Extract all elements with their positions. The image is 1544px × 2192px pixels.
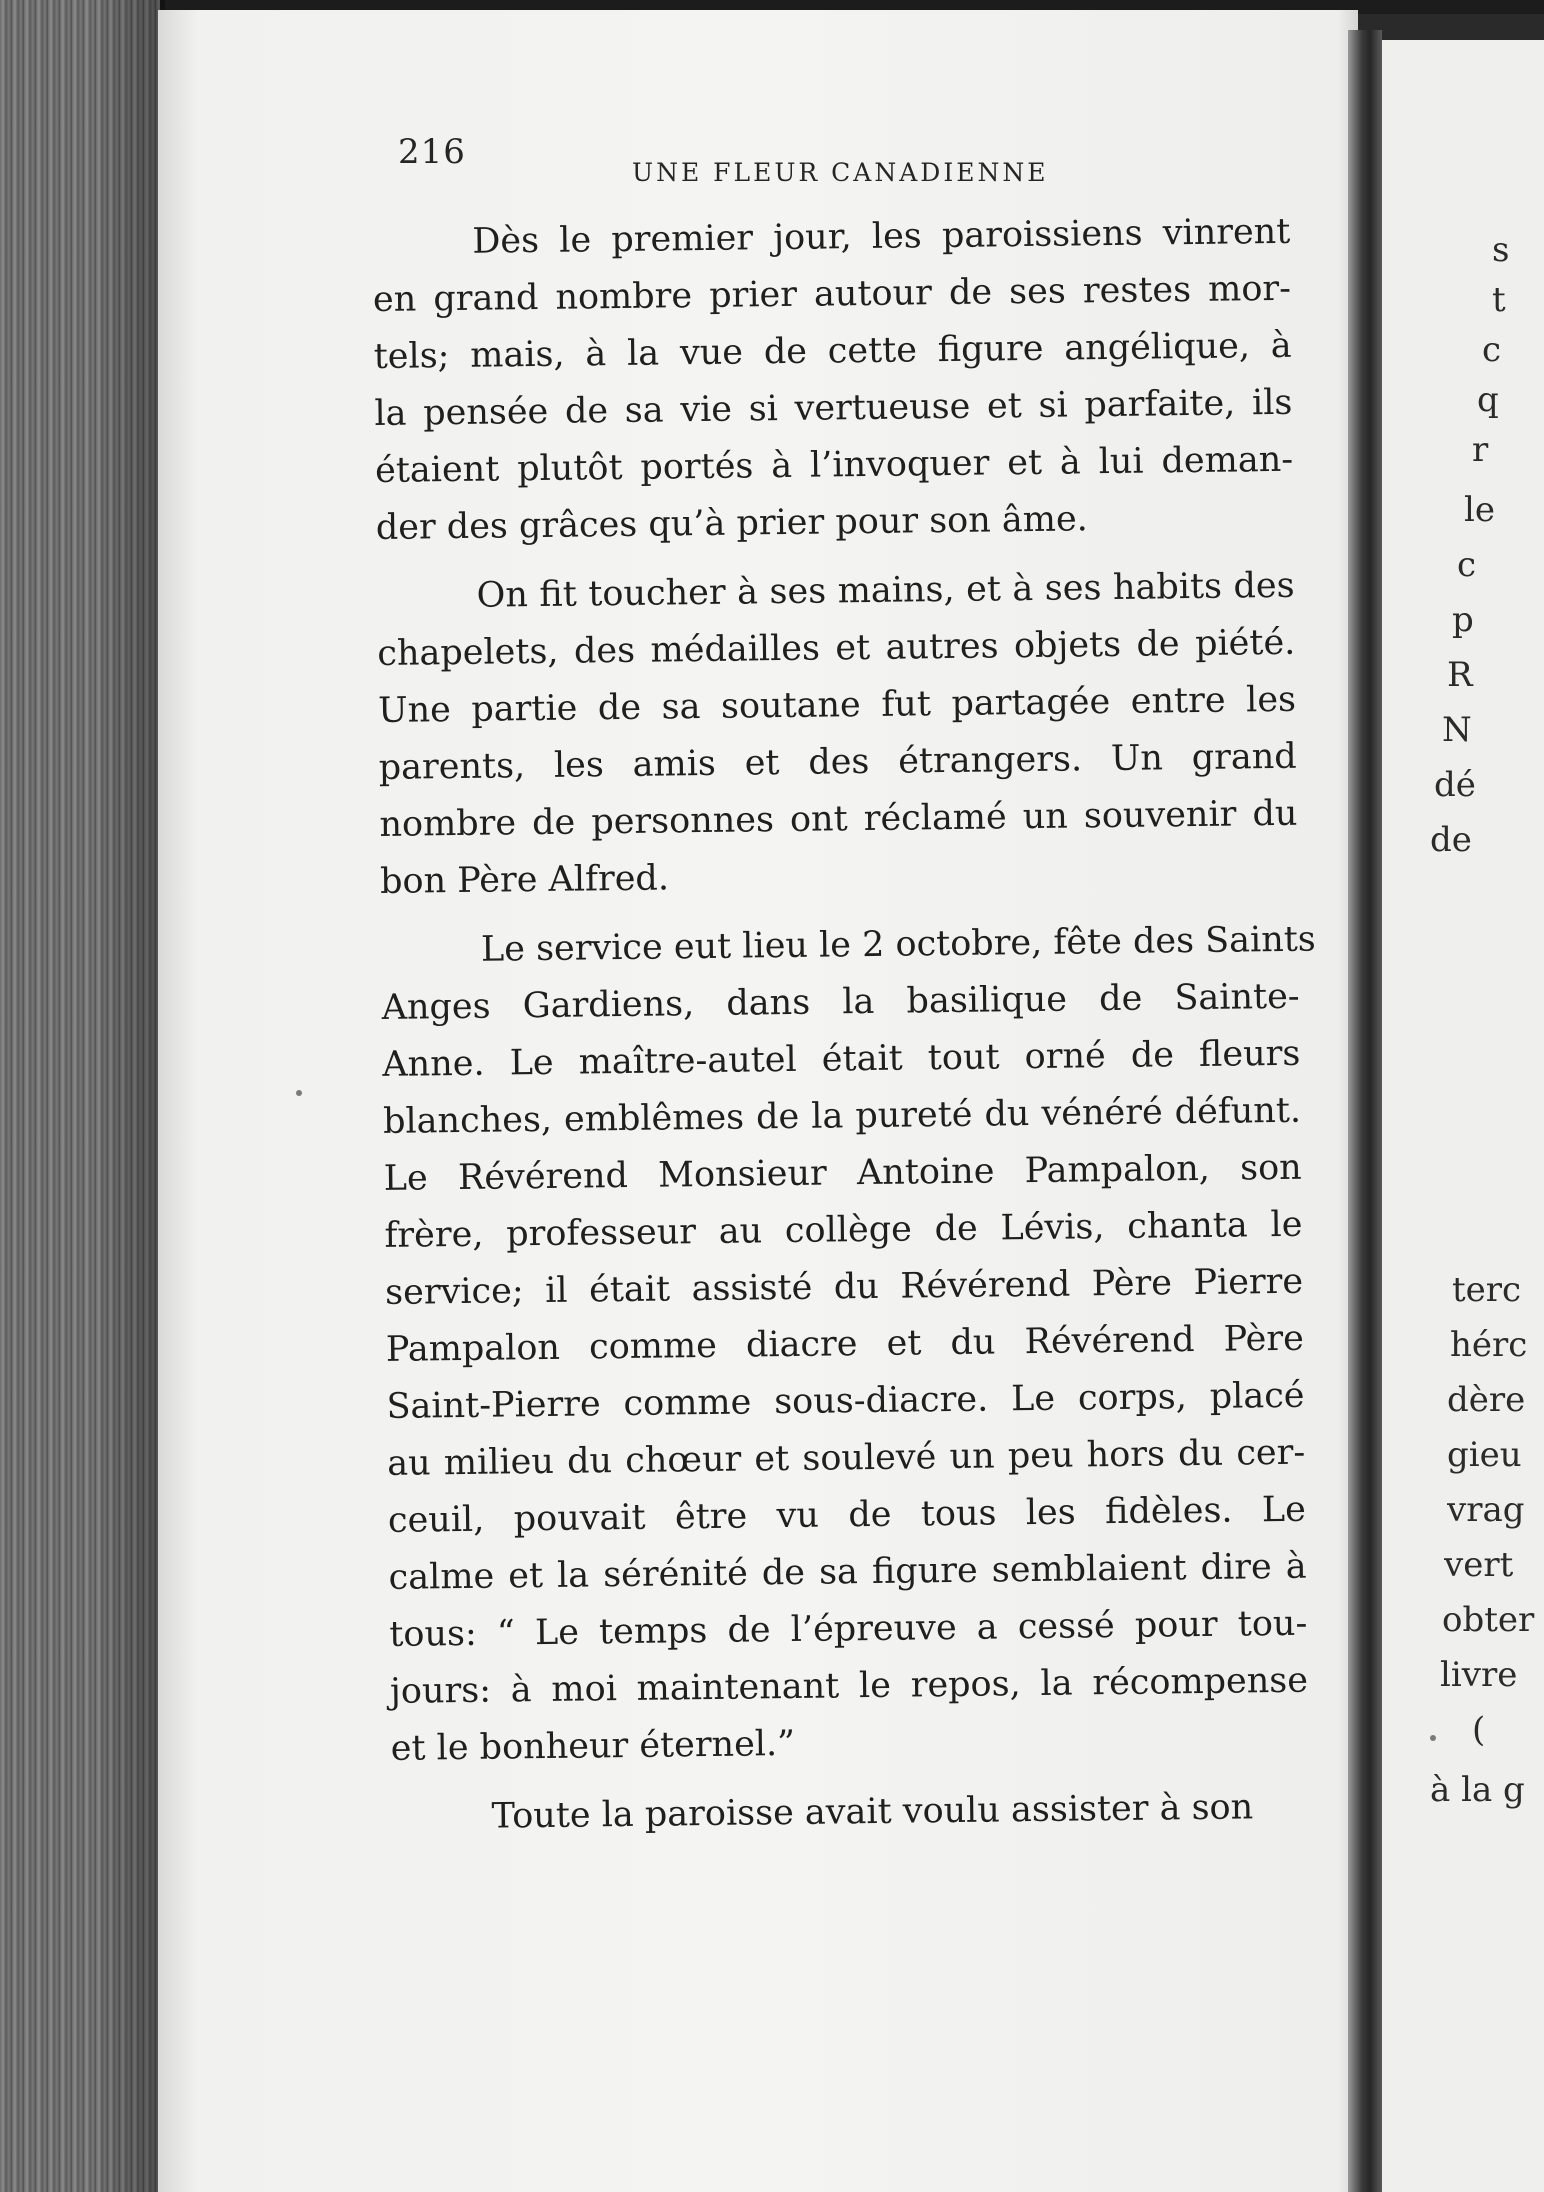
right-page-fragment: vrag <box>1447 1490 1525 1530</box>
paragraph <box>381 912 1316 1778</box>
text-line: blanches, emblêmes de la pureté du vénéré défunt. <box>382 1090 1302 1142</box>
paper-speck <box>296 1090 302 1096</box>
text-line: frère, professeur au collège de Lévis, chanta le <box>384 1204 1303 1256</box>
right-page-fragment: vert <box>1444 1545 1514 1585</box>
right-page-fragment: q <box>1477 380 1499 420</box>
paragraph <box>391 1779 1310 1847</box>
right-page-fragment: s <box>1492 230 1510 270</box>
text-line: calme et la sérénité de sa figure semblaient dire à <box>388 1546 1307 1598</box>
text-line: chapelets, des médailles et autres objets de piété. <box>377 622 1296 674</box>
text-line: ceuil, pouvait être vu de tous les fidèles. Le <box>387 1489 1307 1541</box>
right-page-fragment: r <box>1472 430 1489 470</box>
right-page-fragment: dère <box>1447 1380 1526 1420</box>
right-page-fragment: à la g <box>1430 1770 1525 1810</box>
text-line: Pampalon comme diacre et du Révérend Père <box>385 1318 1305 1370</box>
right-page-fragment: hérc <box>1450 1325 1528 1365</box>
running-head: UNE FLEUR CANADIENNE <box>632 158 1049 187</box>
page-edges-shadow <box>95 0 165 2192</box>
paragraph <box>372 204 1294 557</box>
right-page-fragment: N <box>1442 710 1472 750</box>
text-line: bon Père Alfred. <box>379 858 670 902</box>
right-page-fragment: gieu <box>1447 1435 1522 1475</box>
text-line: et le bonheur éternel.” <box>390 1723 796 1769</box>
page-header <box>398 126 1158 186</box>
text-line: Saint-Pierre comme sous-diacre. Le corps, placé <box>386 1375 1305 1427</box>
text-line: au milieu du chœur et soulevé un peu hors du cer- <box>387 1432 1306 1484</box>
text-line: en grand nombre prier autour de ses restes mor- <box>372 268 1292 320</box>
right-page-fragment: ( <box>1472 1710 1486 1750</box>
text-line: tous: “ Le temps de l’épreuve a cessé pour tou- <box>389 1603 1308 1655</box>
paragraph <box>376 558 1298 911</box>
text-line: nombre de personnes ont réclamé un souvenir du <box>379 793 1298 845</box>
book-gutter <box>1348 30 1382 2192</box>
text-line: Le service eut lieu le 2 octobre, fête des Saints <box>480 919 1316 970</box>
text-line: Dès le premier jour, les paroissiens vinrent <box>472 211 1291 262</box>
right-page-fragment: c <box>1457 545 1477 585</box>
right-page-fragment: c <box>1482 330 1502 370</box>
text-line: parents, les amis et des étrangers. Un grand <box>378 736 1297 788</box>
text-line: service; il était assisté du Révérend Père Pierre <box>384 1261 1304 1313</box>
text-line: der des grâces qu’à prier pour son âme. <box>375 499 1089 548</box>
text-line: Toute la paroisse avait voulu assister à son <box>491 1787 1254 1837</box>
right-page-fragment: terc <box>1452 1270 1522 1310</box>
book-page-right <box>1382 40 1544 2192</box>
right-page-fragment: obter <box>1442 1600 1535 1640</box>
right-page-fragment: R <box>1447 655 1473 695</box>
paper-speck <box>1430 1735 1436 1741</box>
right-page-fragment: p <box>1452 600 1474 640</box>
text-line: On fit toucher à ses mains, et à ses habits des <box>476 565 1295 616</box>
right-page-fragment: le <box>1464 490 1495 530</box>
text-line: Une partie de sa soutane fut partagée entre les <box>377 679 1297 731</box>
text-line: la pensée de sa vie si vertueuse et si parfaite, ils <box>374 382 1293 434</box>
text-line: étaient plutôt portés à l’invoquer et à lui deman- <box>374 439 1294 491</box>
right-page-fragment: t <box>1492 280 1506 320</box>
text-line: Anne. Le maître-autel était tout orné de fleurs <box>382 1033 1301 1085</box>
text-line: tels; mais, à la vue de cette figure angélique, à <box>373 325 1292 377</box>
right-page-fragment: livre <box>1440 1655 1518 1695</box>
page-number: 216 <box>398 132 466 172</box>
right-page-fragment: dé <box>1434 765 1476 805</box>
text-line: Le Révérend Monsieur Antoine Pampalon, son <box>383 1147 1302 1199</box>
body-text <box>372 204 1316 1859</box>
text-line: jours: à moi maintenant le repos, la récompense <box>389 1660 1309 1712</box>
text-line: Anges Gardiens, dans la basilique de Sainte- <box>381 976 1300 1028</box>
right-page-fragment: de <box>1430 820 1472 860</box>
